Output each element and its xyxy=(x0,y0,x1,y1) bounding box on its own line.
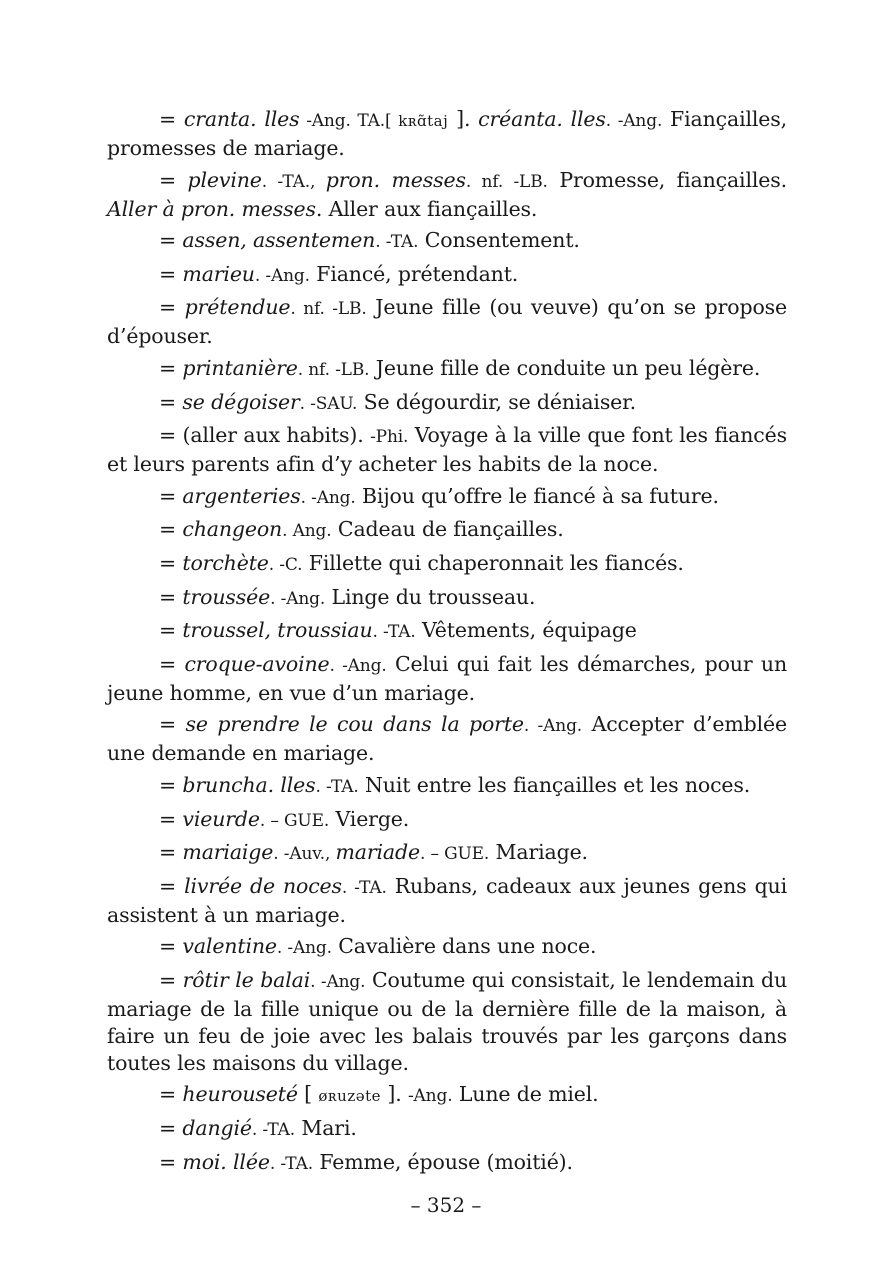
dictionary-entry xyxy=(107,389,787,418)
dictionary-entry xyxy=(107,227,787,256)
entry-text: = xyxy=(159,107,184,131)
entry-source-abbrev: -Ang. TA.[ xyxy=(299,111,399,131)
entry-headword: troussel, troussiau xyxy=(182,618,373,643)
entry-text: Mari. xyxy=(295,1116,357,1141)
entry-headword: cranta. lles xyxy=(183,107,300,131)
entry-headword: plevine xyxy=(187,167,262,192)
entry-text: = xyxy=(159,806,183,831)
entry-text: = xyxy=(159,1116,183,1141)
dictionary-entry xyxy=(107,711,787,767)
entry-text: Coutume qui consistait, le lendemain du mariage de la fille unique ou de la dernière fille de la maison, à faire un feu de joie avec les balais trouvés par les garçons dans toutes les maisons du village. xyxy=(107,967,787,1075)
entry-source-abbrev: -Ang. xyxy=(407,1086,453,1107)
entry-source-abbrev: . -TA. xyxy=(315,776,359,797)
entry-headword: marieu xyxy=(182,261,255,286)
entry-source-abbrev: . -Ang. xyxy=(254,265,310,286)
entry-source-abbrev: . -TA. xyxy=(251,1120,296,1141)
entry-source-abbrev: . -TA. xyxy=(341,877,387,898)
entry-text: = (aller aux habits). xyxy=(159,423,371,448)
entry-headword: valentine xyxy=(182,934,277,959)
entry-headword: livrée de noces xyxy=(184,873,342,898)
entry-text: Cavalière dans une noce. xyxy=(331,934,597,959)
entry-source-abbrev: . -Ang. xyxy=(300,487,356,508)
entry-headword: rôtir le balai xyxy=(182,967,311,992)
entry-headword: croque-avoine xyxy=(184,651,330,676)
entry-source-abbrev: . -TA. xyxy=(372,622,416,643)
entry-text: Linge du trousseau. xyxy=(325,584,536,609)
entry-text: Fiançailles, promesses de mariage. xyxy=(107,107,788,160)
entry-text: = xyxy=(159,840,183,865)
entry-headword: dangié xyxy=(182,1116,252,1141)
entry-source-abbrev: . -Ang. xyxy=(270,588,326,609)
entry-text: Jeune fille (ou veuve) qu’on se propose d’épouser. xyxy=(107,295,787,349)
entry-source-abbrev: . -TA. xyxy=(269,1153,313,1174)
entry-text: Cadeau de fiançailles. xyxy=(331,517,564,542)
entry-text: [ xyxy=(297,1082,319,1107)
entry-text: Celui qui fait les démarches, pour un jeune homme, en vue d’un mariage. xyxy=(107,651,787,705)
entry-source-abbrev: . -C. xyxy=(268,554,303,575)
entry-text: = xyxy=(159,228,183,253)
entry-text: Vierge. xyxy=(329,806,410,831)
entry-text: Fiancé, prétendant. xyxy=(309,261,519,286)
entry-text: ]. xyxy=(448,107,479,131)
entry-text: = xyxy=(159,873,185,898)
entry-text: Promesse, fiançailles. xyxy=(547,167,787,192)
dictionary-entry xyxy=(107,651,787,707)
dictionary-entry xyxy=(107,839,787,868)
entry-headword: printanière xyxy=(182,355,298,380)
dictionary-entry xyxy=(107,1115,787,1144)
entry-phonetic: øʀuzəte xyxy=(318,1087,381,1106)
entry-text: Bijou qu’offre le fiancé à sa future. xyxy=(355,483,719,508)
entry-text: Nuit entre les fiançailles et les noces. xyxy=(358,772,751,797)
entry-text: = xyxy=(159,1082,183,1107)
entry-headword: torchète xyxy=(182,550,269,575)
entry-text: Vêtements, équipage xyxy=(415,618,637,643)
dictionary-entry xyxy=(107,516,787,545)
entry-text: = xyxy=(159,295,185,320)
page-body xyxy=(107,106,787,1182)
entry-source-abbrev: . -Ang. xyxy=(329,655,387,676)
entry-text: Accepter d’emblée une demande en mariage. xyxy=(107,712,788,766)
entry-source-abbrev: . – GUE. xyxy=(259,810,330,831)
entry-text: = xyxy=(159,772,183,797)
entry-headword: moi. llée xyxy=(182,1149,270,1174)
entry-text: Mariage. xyxy=(489,840,588,865)
dictionary-entry xyxy=(107,483,787,512)
entry-headword: se dégoiser xyxy=(182,389,300,414)
entry-source-abbrev: . -TA. xyxy=(375,232,419,253)
entry-source-abbrev: . -TA., xyxy=(261,171,326,192)
entry-text: = xyxy=(159,550,183,575)
dictionary-entry xyxy=(107,550,787,579)
entry-text: = xyxy=(159,618,183,643)
entry-headword: bruncha. lles xyxy=(182,772,316,797)
entry-text: Lune de miel. xyxy=(452,1082,599,1107)
entry-text: = xyxy=(159,355,183,380)
entry-text: = xyxy=(159,1149,183,1174)
entry-text: = xyxy=(159,261,183,286)
entry-headword: argenteries xyxy=(182,483,301,508)
entry-phonetic: kʀɑ̃taj xyxy=(398,112,449,130)
entry-text: Consentement. xyxy=(418,228,580,253)
entry-text: . Aller aux fiançailles. xyxy=(315,196,538,221)
entry-source-abbrev: . Ang. xyxy=(282,521,332,542)
entry-text: Femme, épouse (moitié). xyxy=(312,1149,573,1174)
entry-text: = xyxy=(159,934,183,959)
entry-headword: pron. messes xyxy=(325,167,466,192)
entry-headword: Aller à pron. messes xyxy=(107,196,316,221)
dictionary-entry xyxy=(107,617,787,646)
entry-headword: créanta. lles xyxy=(478,107,606,131)
entry-headword: mariaige xyxy=(182,840,274,865)
entry-headword: se prendre le cou dans la porte xyxy=(185,712,524,737)
entry-source-abbrev: . -Ang. xyxy=(523,716,583,737)
entry-headword: changeon xyxy=(182,517,283,542)
entry-text: = xyxy=(159,584,183,609)
entry-text: Rubans, cadeaux aux jeunes gens qui assistent à un mariage. xyxy=(107,873,787,927)
dictionary-entry xyxy=(107,1081,787,1110)
entry-source-abbrev: . – GUE. xyxy=(419,844,490,865)
dictionary-entry xyxy=(107,584,787,613)
dictionary-entry xyxy=(107,294,787,350)
entry-headword: prétendue xyxy=(184,295,291,320)
dictionary-entry xyxy=(107,933,787,962)
entry-text: Voyage à la ville que font les fiancés et leurs parents afin d’y acheter les habits de la noce. xyxy=(107,423,787,477)
dictionary-entry xyxy=(107,261,787,290)
entry-headword: assen, assentemen xyxy=(182,228,376,253)
entry-source-abbrev: . -Ang. xyxy=(310,971,366,992)
entry-headword: heurouseté xyxy=(182,1082,298,1107)
page-number: – 352 – xyxy=(410,1193,482,1217)
dictionary-entry xyxy=(107,806,787,835)
entry-text: = xyxy=(159,651,185,676)
dictionary-entry xyxy=(107,1149,787,1178)
dictionary-entry xyxy=(107,873,787,929)
entry-source-abbrev: . -Ang. xyxy=(276,938,332,959)
entry-text: = xyxy=(159,712,186,737)
entry-text: = xyxy=(159,967,183,992)
entry-source-abbrev: . -Ang. xyxy=(605,111,663,131)
dictionary-entry xyxy=(107,106,787,162)
entry-text: Fillette qui chaperonnait les fiancés. xyxy=(302,550,684,575)
dictionary-entry xyxy=(107,967,787,1077)
dictionary-entry xyxy=(107,167,787,223)
entry-source-abbrev: . nf. -LB. xyxy=(465,171,548,192)
entry-text: = xyxy=(159,483,183,508)
entry-text: Se dégourdir, se déniaiser. xyxy=(357,389,636,414)
entry-headword: mariade xyxy=(335,840,420,865)
entry-source-abbrev: -Phi. xyxy=(370,427,409,448)
entry-headword: vieurde xyxy=(182,806,260,831)
entry-text: = xyxy=(159,167,188,192)
dictionary-entry xyxy=(107,355,787,384)
entry-source-abbrev: . nf. -LB. xyxy=(297,359,370,380)
entry-headword: troussée xyxy=(182,584,271,609)
dictionary-entry xyxy=(107,772,787,801)
entry-text: = xyxy=(159,389,183,414)
entry-source-abbrev: . -Auv., xyxy=(273,844,336,865)
entry-text: Jeune fille de conduite un peu légère. xyxy=(369,355,761,380)
entry-text: = xyxy=(159,517,183,542)
dictionary-entry xyxy=(107,422,787,478)
entry-source-abbrev: . -SAU. xyxy=(299,393,358,414)
entry-text: ]. xyxy=(381,1082,408,1107)
entry-source-abbrev: . nf. -LB. xyxy=(290,299,367,320)
